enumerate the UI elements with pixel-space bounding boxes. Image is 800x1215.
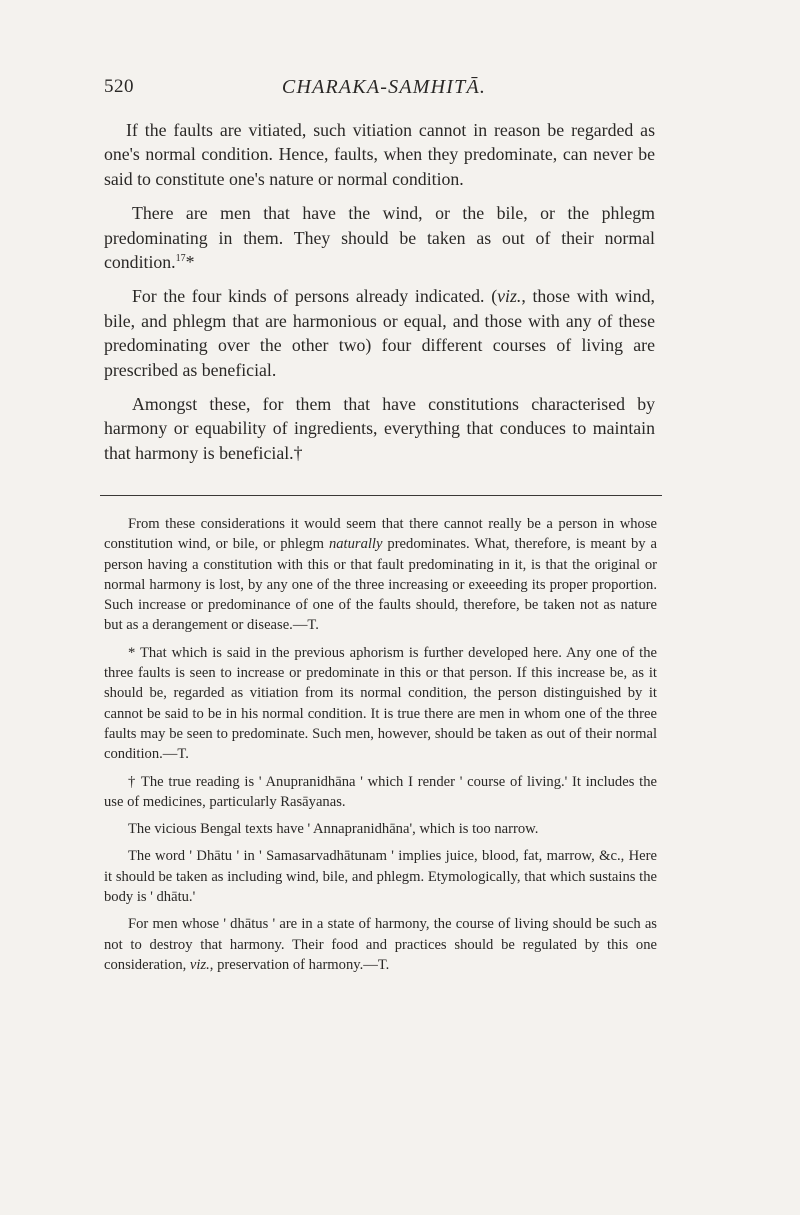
footnote-6-text-b: , preservation of harmony.—T. xyxy=(209,956,390,973)
footnote-5-text: The word ' Dhātu ' in ' Samasarvadhātunam ' implies juice, blood, fat, marrow, &c., Here it should be taken as including wind, bile, and phlegm. Etymologically, that which sustains the body is ' dhātu.' xyxy=(104,848,657,906)
footnote-2-text: * That which is said in the previous aphorism is further developed here. Any one of the three faults is seen to increase or predominate in this or that person. If this increase be, as it should be, regarded as vitiation from its normal condition, the person distinguished by it cannot be said to be in his normal condition. It is true there are men in whom one of the three faults may be seen to predominate. Such men, however, should be taken as out of their normal condition.—T. xyxy=(104,644,657,763)
main-paragraph-3-text-b: , those with wind, bile, and phlegm that are harmonious or equal, and those with any of these predominating over the other two) four different courses of living are prescribed as beneficial. xyxy=(104,286,656,380)
footnote-6 xyxy=(104,914,657,975)
main-paragraph-2-text: There are men that have the wind, or the bile, or the phlegm predominating in them. They should be taken as out of their normal condition. xyxy=(104,203,655,273)
main-paragraph-2 xyxy=(104,201,655,274)
footnote-4 xyxy=(104,819,657,839)
footnote-5 xyxy=(104,846,657,907)
main-paragraph-3 xyxy=(104,284,655,382)
footnote-mark-asterisk: * xyxy=(185,252,195,273)
main-text xyxy=(104,118,655,475)
page-number: 520 xyxy=(104,76,134,97)
footnote-3-text: † The true reading is ' Anupranidhāna ' which I render ' course of living.' It includes the use of medicines, particularly Rasāyanas. xyxy=(104,773,657,810)
naturally-italic: naturally xyxy=(328,536,383,553)
viz-italic-2: viz. xyxy=(189,956,210,973)
footnote-2 xyxy=(104,643,657,765)
main-paragraph-1-text: If the faults are vitiated, such vitiation cannot in reason be regarded as one's normal condition. Hence, faults, when they predominate, can never be said to constitute one's nature or normal condition. xyxy=(104,120,655,189)
main-paragraph-1 xyxy=(104,118,655,191)
running-title: CHARAKA-SAMHITĀ. xyxy=(281,76,487,98)
footnote-6-text-a: For men whose ' dhātus ' are in a state of harmony, the course of living should be such as not to destroy that harmony. Their food and practices should be regulated by this one consideration, xyxy=(104,916,657,973)
footnotes xyxy=(104,514,657,982)
footnote-1 xyxy=(104,514,657,636)
main-paragraph-4 xyxy=(104,392,655,465)
viz-italic: viz. xyxy=(497,286,522,307)
main-paragraph-4-text: Amongst these, for them that have constitutions characterised by harmony or equability of ingredients, everything that conduces to maintain that harmony is beneficial.† xyxy=(104,394,655,463)
footnote-4-text: The vicious Bengal texts have ' Annapranidhāna', which is too narrow. xyxy=(128,821,539,838)
footnote-1-text-a: From these considerations it would seem that there cannot really be a person in whose constitution wind, or bile, or phlegm xyxy=(104,516,657,553)
page-header xyxy=(104,76,664,104)
footnote-divider xyxy=(100,495,662,496)
footnote-3 xyxy=(104,772,657,813)
footnote-1-text-b: predominates. What, therefore, is meant by a person having a constitution with this or that fault predominating in it, is that the original or normal harmony is lost, by any one of the three increasing or exeeeding its proper proportion. Such increase or predominance of one of the faults should, therefore, be taken not as nature but as a derangement or disease.—T. xyxy=(104,536,657,634)
footnote-ref-17: 17 xyxy=(175,253,186,265)
main-paragraph-3-text-a: For the four kinds of persons already indicated. ( xyxy=(132,286,498,307)
